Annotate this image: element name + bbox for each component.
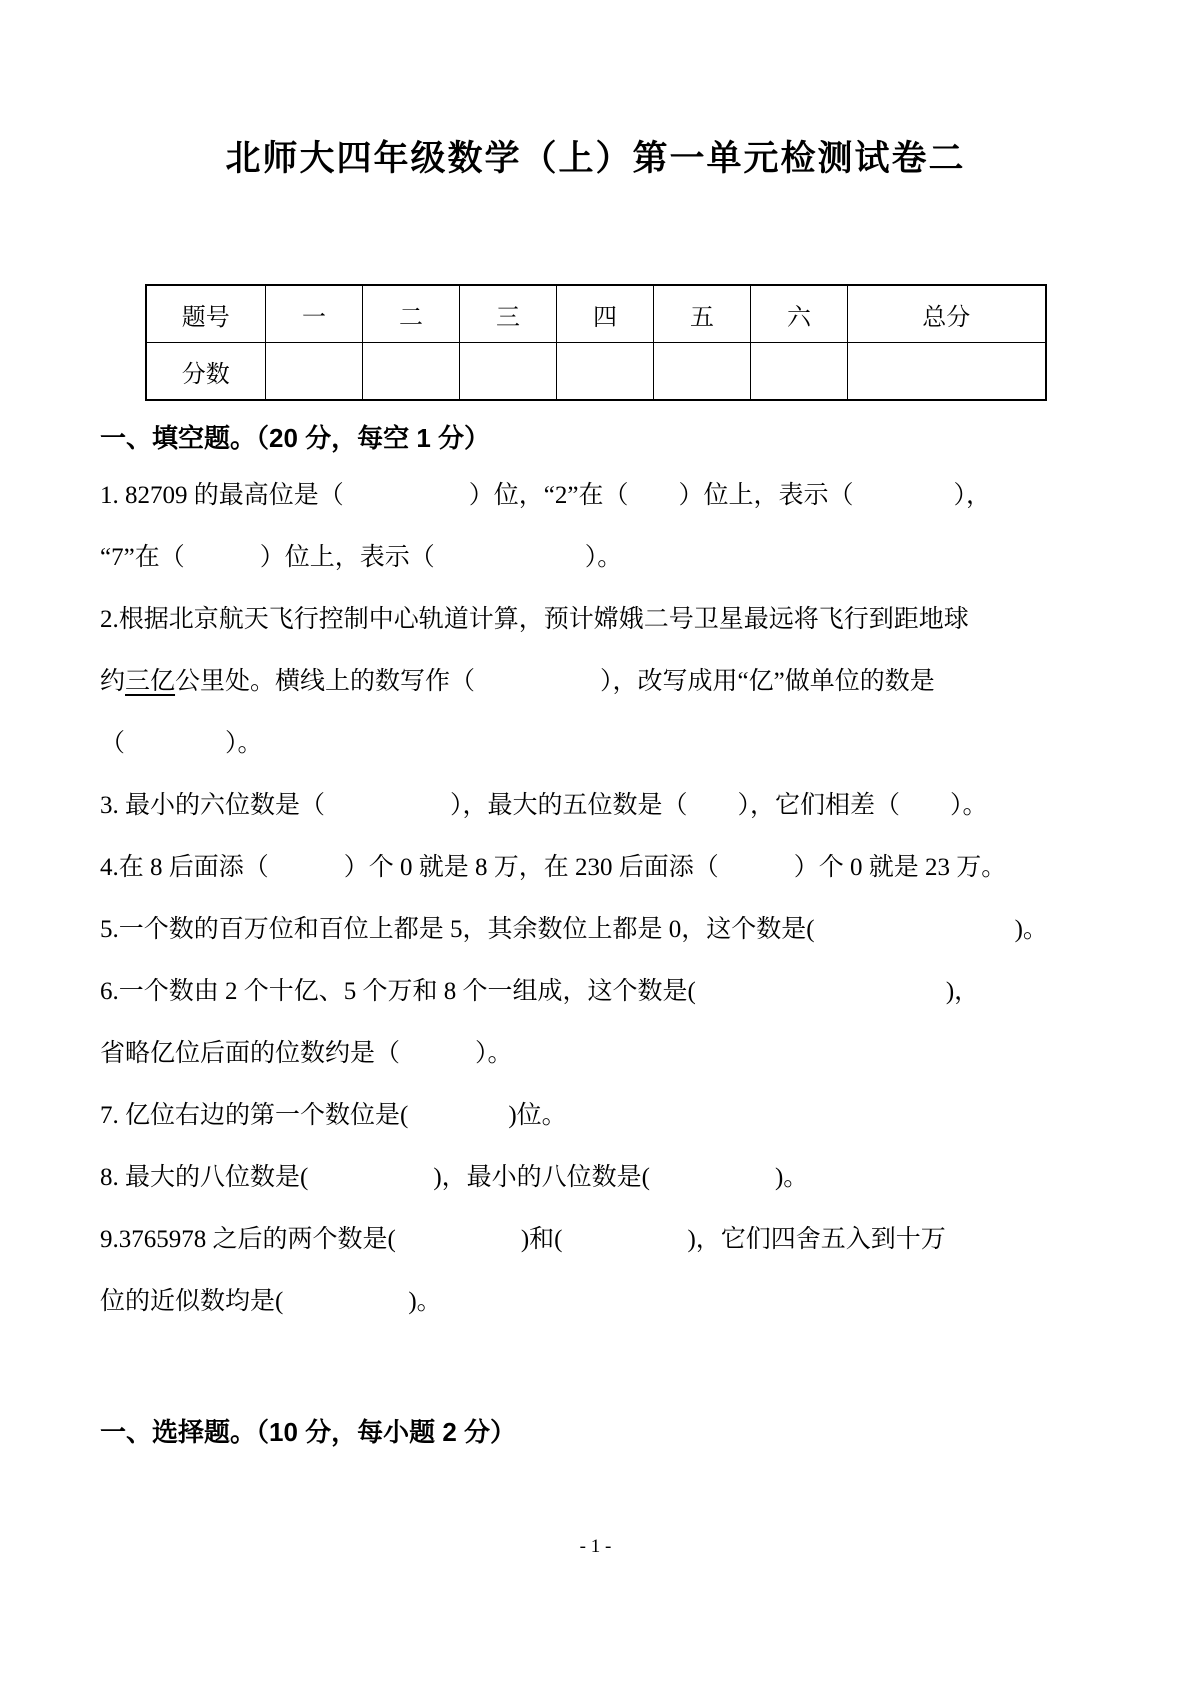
score-row-label: 分数 <box>146 343 266 401</box>
page-title: 北师大四年级数学（上）第一单元检测试卷二 <box>225 139 966 178</box>
score-table-header-cell: 三 <box>460 285 557 343</box>
score-table-header-cell: 总分 <box>848 285 1046 343</box>
question-4: 4.在 8 后面添（ ）个 0 就是 8 万，在 230 后面添（ ）个 0 就是 23 万。 <box>100 854 1007 881</box>
question-2-line-2 <box>100 651 1091 713</box>
question-8: 8. 最大的八位数是( )，最小的八位数是( )。 <box>100 1164 809 1191</box>
score-table-header-cell: 五 <box>654 285 751 343</box>
score-value-cell <box>266 343 363 401</box>
score-value-cell <box>751 343 848 401</box>
fill-in-questions <box>100 465 1091 1333</box>
question-7: 7. 亿位右边的第一个数位是( )位。 <box>100 1102 567 1129</box>
question-6-line-2: 省略亿位后面的位数约是（ ）。 <box>100 1040 513 1067</box>
question-1-line-1: 1. 82709 的最高位是（ ）位，“2”在（ ）位上，表示（ ）， <box>100 482 991 509</box>
question-3: 3. 最小的六位数是（ ），最大的五位数是（ ），它们相差（ ）。 <box>100 792 988 819</box>
question-5: 5.一个数的百万位和百位上都是 5，其余数位上都是 0，这个数是( )。 <box>100 916 1048 943</box>
score-table-header-cell: 题号 <box>146 285 266 343</box>
score-value-cell <box>557 343 654 401</box>
question-6-line-1: 6.一个数由 2 个十亿、5 个万和 8 个一组成，这个数是( )， <box>100 978 980 1005</box>
section1-heading: 一、填空题。（20 分，每空 1 分） <box>100 423 491 453</box>
score-value-cell <box>848 343 1046 401</box>
question-2-prefix: 约 <box>100 668 126 695</box>
score-value-cell <box>460 343 557 401</box>
question-2-line-1: 2.根据北京航天飞行控制中心轨道计算，预计嫦娥二号卫星最远将飞行到距地球 <box>100 606 969 633</box>
score-table-header-row <box>146 285 1046 343</box>
score-table-header-cell: 四 <box>557 285 654 343</box>
page-number: - 1 - <box>579 1536 612 1557</box>
section2-heading: 一、选择题。（10 分，每小题 2 分） <box>100 1417 517 1447</box>
question-9-line-2: 位的近似数均是( )。 <box>100 1288 442 1315</box>
score-table-score-row <box>146 343 1046 401</box>
question-9-line-1: 9.3765978 之后的两个数是( )和( )，它们四舍五入到十万 <box>100 1226 946 1253</box>
score-table-header-cell: 一 <box>266 285 363 343</box>
score-value-cell <box>363 343 460 401</box>
score-table-header-cell: 二 <box>363 285 460 343</box>
question-2-underlined-text: 三亿 <box>125 668 176 695</box>
question-2-rest: 公里处。横线上的数写作（ ），改写成用“亿”做单位的数是 <box>175 668 935 695</box>
score-value-cell <box>654 343 751 401</box>
question-2-line-3: （ ）。 <box>100 730 263 757</box>
score-table <box>145 284 1047 401</box>
score-table-header-cell: 六 <box>751 285 848 343</box>
question-1-line-2: “7”在（ ）位上，表示（ ）。 <box>100 544 623 571</box>
